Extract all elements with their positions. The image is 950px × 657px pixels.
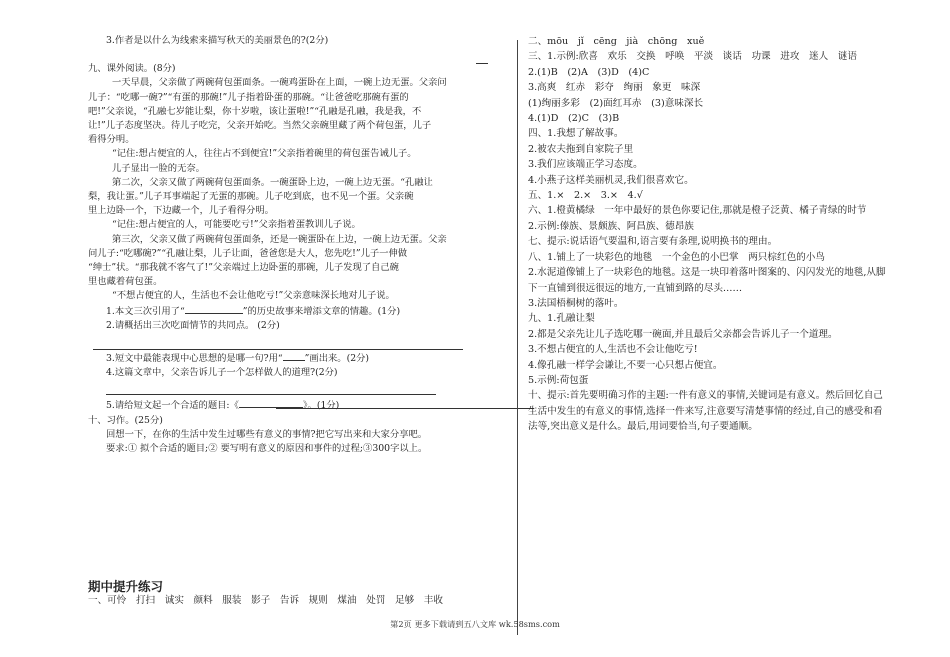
- answer-line-text: 十、提示:首先要明确习作的主题:一件有意义的事情,关键词是有意义。然后回忆自己: [528, 390, 883, 402]
- story-line: “记住:想占便宜的人，可能要吃亏!”父亲指着蛋教训儿子说。: [112, 219, 361, 231]
- sub-question-4: 4.这篇文章中，父亲告诉儿子一个怎样做人的道理?(2分): [106, 367, 338, 379]
- sub-question-1: 1.本文三次引用了“ ”的历史故事来增添文章的情趣。(1分): [106, 305, 401, 317]
- page-footer: 第2页 更多下载请到五八文库 wk.58sms.com: [390, 619, 560, 629]
- answer-line-text: 2.示例:傣族、景颇族、阿昌族、德昂族: [528, 220, 694, 232]
- answer-line-text: 八、1.铺上了一块彩色的地毯 一个金色的小巴掌 两只棕红色的小鸟: [528, 251, 825, 263]
- story-line: 吧!”父亲说，“孔融七岁能让梨，你十岁啦，该让蛋啦!”“孔融是孔融，我是我，不: [88, 105, 422, 117]
- answer-line-text: 五、1.× 2.× 3.× 4.√: [528, 190, 643, 202]
- story-line: “记住:想占便宜的人，往往占不到便宜!”父亲指着碗里的荷包蛋告诫儿子。: [112, 148, 417, 160]
- answer-line-text: 2.都是父亲先让儿子选吃哪一碗面,并且最后父亲都会告诉儿子一个道理。: [528, 328, 838, 340]
- answer-line-text: 九、1.孔融让梨: [528, 313, 595, 325]
- answer-line-text: 4.像孔融一样学会谦让,不要一心只想占便宜。: [528, 359, 723, 371]
- answer-line-text: 2.水泥道像铺上了一块彩色的地毯。这是一块印着落叶图案的、闪闪发光的地毯,从脚: [528, 267, 886, 279]
- answer-line-text: 六、1.橙黄橘绿 一年中最好的景色你要记住,那就是橙子泛黄、橘子青绿的时节: [528, 205, 867, 217]
- answer-line[interactable]: [276, 408, 534, 409]
- answer-line-text: 生活中发生的有意义的事情,选择一件来写,注意要写清楚事情的经过,自己的感受和看: [528, 405, 883, 417]
- question-3: 3.作者是以什么为线索来描写秋天的美丽景色的?(2分): [106, 35, 329, 46]
- answer-line[interactable]: [476, 63, 488, 64]
- story-line: 第二次，父亲又做了两碗荷包蛋面条。一碗蛋卧上边，一碗上边无蛋。“孔融让: [112, 176, 433, 188]
- story-line: 一天早晨，父亲做了两碗荷包蛋面条。一碗鸡蛋卧在上面，一碗上边无蛋。父亲问: [112, 77, 447, 89]
- answer-line[interactable]: [106, 394, 436, 395]
- answer-line-text: (1)绚丽多彩 (2)面红耳赤 (3)意味深长: [528, 97, 704, 109]
- answer-line-text: 2.被农夫拖到自家院子里: [528, 143, 634, 155]
- answer-line-text: 2.(1)B (2)A (3)D (4)C: [528, 66, 650, 78]
- column-divider: [517, 40, 518, 635]
- story-line: 让!”儿子态度坚决。待儿子吃完，父亲开始吃。当然父亲碗里藏了两个荷包蛋，儿子: [88, 120, 432, 132]
- answer-line-text: 七、提示:说话语气要温和,语言要有条理,说明换书的理由。: [528, 236, 778, 248]
- answer-line-text: 5.示例:荷包蛋: [528, 374, 589, 386]
- section-heading: 期中提升练习: [88, 579, 164, 594]
- left-column: [88, 34, 490, 456]
- answer-line-text: 法等,突出意义是什么。最后,用词要恰当,句子要通顺。: [528, 421, 758, 433]
- answer-line-text: 3.不想占便宜的人,生活也不会让他吃亏!: [528, 344, 698, 356]
- story-line: 问儿子:“吃哪碗?”“孔融让梨，儿子让面，爸爸您是大人，您先吃!”儿子一伸做: [88, 247, 408, 259]
- answer-line-text: 4.(1)D (2)C (3)B: [528, 113, 620, 125]
- sub-question-3: 3.短文中最能表现中心思想的是哪一句?用“ ”画出来。(2分): [106, 353, 370, 365]
- story-line: 梨，我让蛋。”儿子耳事端起了无蛋的那碗。儿子吃到底，也不见一个蛋。父亲碗: [88, 191, 414, 203]
- sub-question-2: 2.请概括出三次吃面情节的共同点。 (2分): [106, 319, 280, 331]
- answer-line-text: 二、mōu jǐ cēng jià chōng xuě: [528, 36, 705, 47]
- story-line: 看得分明。: [88, 134, 135, 146]
- answer-line-text: 下一直铺到很远很远的地方,一直铺到路的尽头……: [528, 282, 743, 294]
- story-line: 第三次，父亲又做了两碗荷包蛋面条，还是一碗蛋卧在上边，一碗上边无蛋。父亲: [112, 233, 447, 245]
- answer-line-text: 3.我们应该端正学习态度。: [528, 159, 643, 171]
- answer-line-text: 4.小燕子这样美丽机灵,我们很喜欢它。: [528, 174, 694, 186]
- story-line: 儿子：“吃哪一碗?”“有蛋的那碗!”儿子指着卧蛋的那碗。“让爸爸吃那碗有蛋的: [88, 91, 409, 103]
- answer-key-column: [528, 34, 930, 435]
- section-9-title: 九、课外阅读。(8分): [88, 63, 176, 75]
- vocabulary-line: 一、可怜 打扫 诚实 颜料 服装 影子 告诉 规则 煤油 处罚 足够 丰收: [88, 595, 443, 606]
- story-line: “不想占便宜的人，生活也不会让他吃亏!”父亲意味深长地对儿子说。: [112, 290, 395, 302]
- writing-requirements: 要求:① 拟个合适的题目;② 要写明有意义的原因和事件的过程;③300字以上。: [106, 443, 428, 455]
- answer-line-text: 3.高爽 红赤 彩夺 绚丽 象更 味深: [528, 82, 701, 94]
- writing-prompt: 回想一下，在你的生活中发生过哪些有意义的事情?把它写出来和大家分享吧。: [106, 428, 428, 440]
- story-line: 儿子显出一脸的无奈。: [112, 162, 205, 174]
- title-blank[interactable]: [239, 398, 303, 408]
- story-line: 里也藏着荷包蛋。: [88, 276, 163, 288]
- answer-line-text: 四、1.我想了解故事。: [528, 128, 624, 140]
- story-line: “绅士”状。“那我就不客气了!”父亲端过上边卧蛋的那碗，儿子发现了自己碗: [88, 262, 399, 274]
- answer-blank[interactable]: [185, 304, 243, 314]
- answer-line[interactable]: [93, 349, 463, 350]
- sub-question-5: 5.请给短文起一个合适的题目:《 》。(1分): [106, 400, 340, 412]
- answer-blank[interactable]: [283, 351, 305, 361]
- answer-line-text: 3.法国梧桐树的落叶。: [528, 297, 624, 309]
- story-line: 里上边卧一个，下边藏一个，儿子看得分明。: [88, 205, 274, 217]
- answer-line-text: 三、1.示例:欣喜 欢乐 交换 呼唤 平淡 谈话 功课 进攻 迷人 谜语: [528, 51, 857, 63]
- section-10-title: 十、习作。(25分): [88, 414, 163, 426]
